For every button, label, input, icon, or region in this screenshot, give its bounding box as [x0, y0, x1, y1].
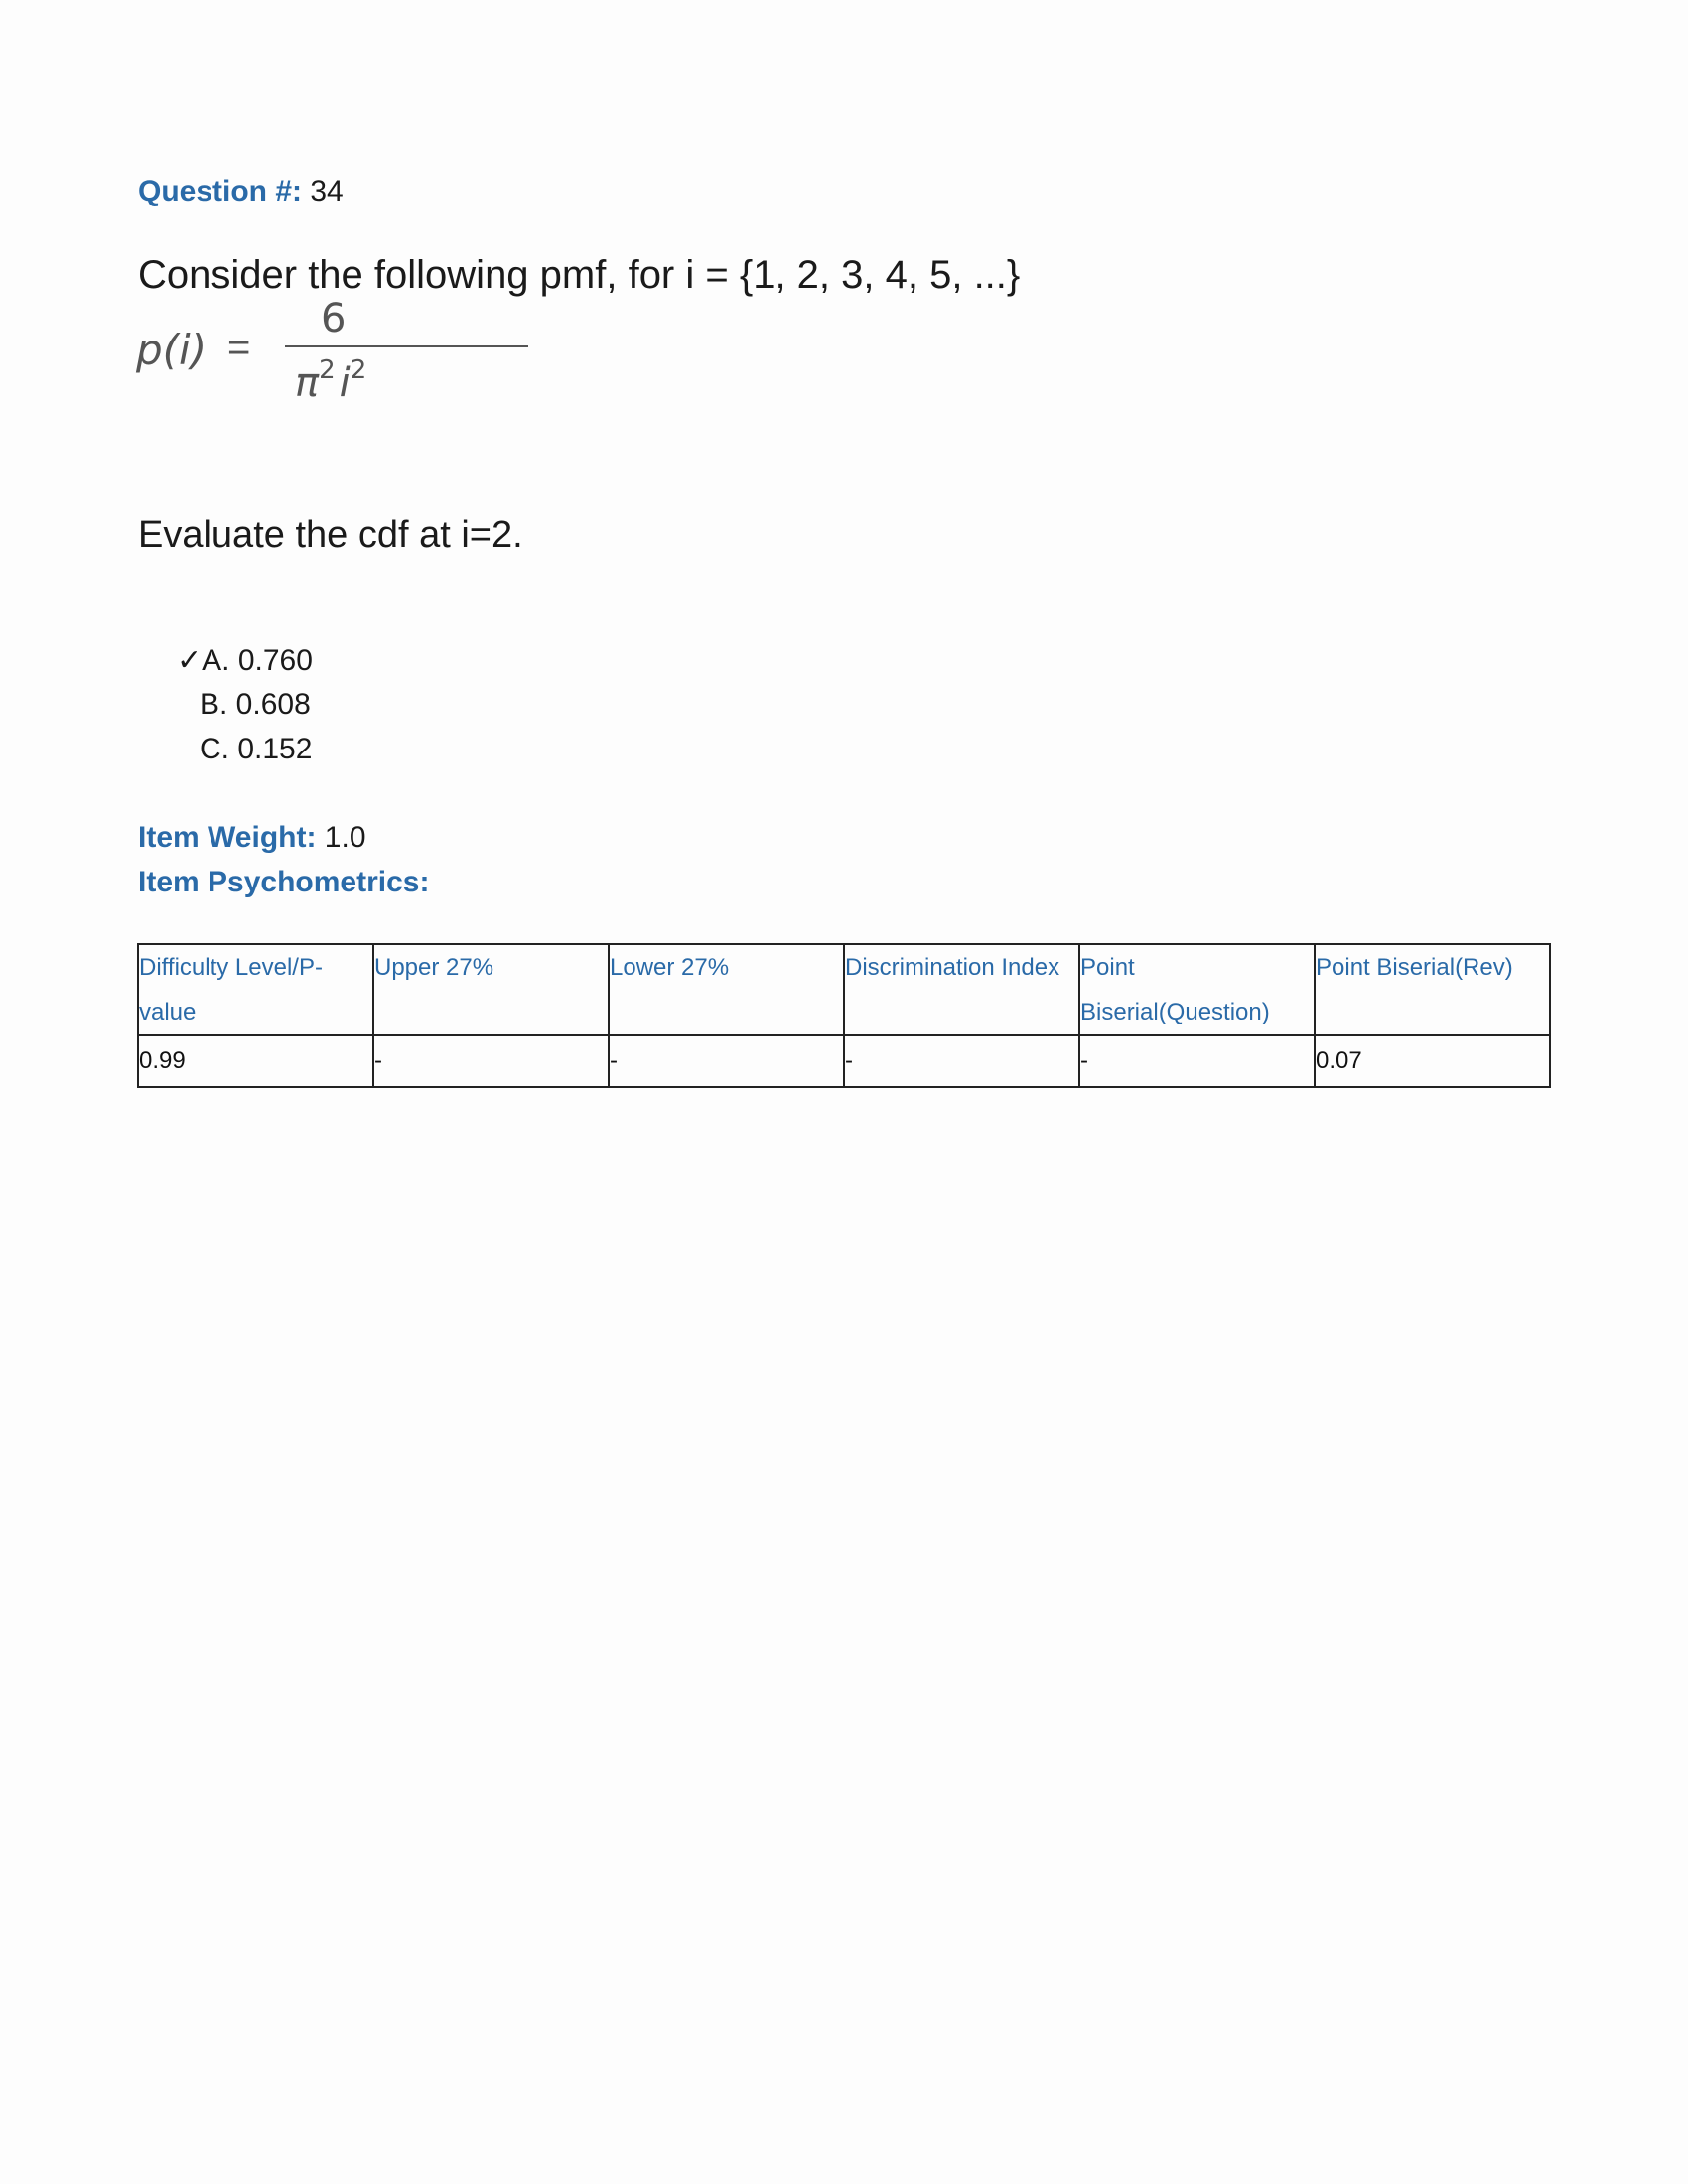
- formula-denominator: [295, 355, 366, 406]
- header-discrimination-index: Discrimination Index: [844, 944, 1079, 1035]
- item-weight: [138, 821, 366, 855]
- cell-lower-27: -: [609, 1035, 844, 1087]
- cell-difficulty: 0.99: [138, 1035, 373, 1087]
- cell-upper-27: -: [373, 1035, 609, 1087]
- pmf-formula: [136, 296, 404, 415]
- formula-exp1: 2: [319, 355, 336, 385]
- table-header-row: [138, 944, 1550, 1035]
- item-psychometrics-heading: Item Psychometrics:: [138, 866, 430, 898]
- fraction-bar: [285, 345, 528, 347]
- formula-var: i: [339, 360, 351, 406]
- cell-discrimination-index: -: [844, 1035, 1079, 1087]
- cell-point-biserial-question: -: [1079, 1035, 1315, 1087]
- formula-exp2: 2: [350, 355, 367, 385]
- answer-choice-text: B. 0.608: [200, 688, 311, 721]
- psychometrics-table: [137, 943, 1551, 1088]
- question-prompt: Consider the following pmf, for i = {1, 2, 3, 4, 5, ...}: [138, 253, 1021, 297]
- answer-choice-text: A. 0.760: [202, 644, 313, 677]
- question-instruction: Evaluate the cdf at i=2.: [138, 514, 523, 556]
- question-number: [138, 175, 344, 208]
- correct-check-icon: ✓: [177, 644, 203, 677]
- header-point-biserial-question: Point Biserial(Question): [1079, 944, 1315, 1035]
- header-upper-27: Upper 27%: [373, 944, 609, 1035]
- question-number-value: 34: [310, 175, 344, 207]
- formula-numerator: 6: [321, 296, 347, 341]
- formula-pi: π: [295, 360, 320, 406]
- header-point-biserial-rev: Point Biserial(Rev): [1315, 944, 1550, 1035]
- formula-equals: =: [227, 326, 251, 369]
- answer-choice-c: [200, 733, 312, 766]
- question-number-label: Question #:: [138, 175, 303, 207]
- header-difficulty: Difficulty Level/P-value: [138, 944, 373, 1035]
- item-weight-value: 1.0: [324, 821, 366, 854]
- formula-lhs: p(i): [136, 326, 208, 374]
- table-row: [138, 1035, 1550, 1087]
- answer-choice-a: [177, 643, 313, 678]
- cell-point-biserial-rev: 0.07: [1315, 1035, 1550, 1087]
- answer-choice-text: C. 0.152: [200, 733, 313, 765]
- item-weight-label: Item Weight:: [138, 821, 317, 854]
- answer-choice-b: [200, 688, 311, 722]
- header-lower-27: Lower 27%: [609, 944, 844, 1035]
